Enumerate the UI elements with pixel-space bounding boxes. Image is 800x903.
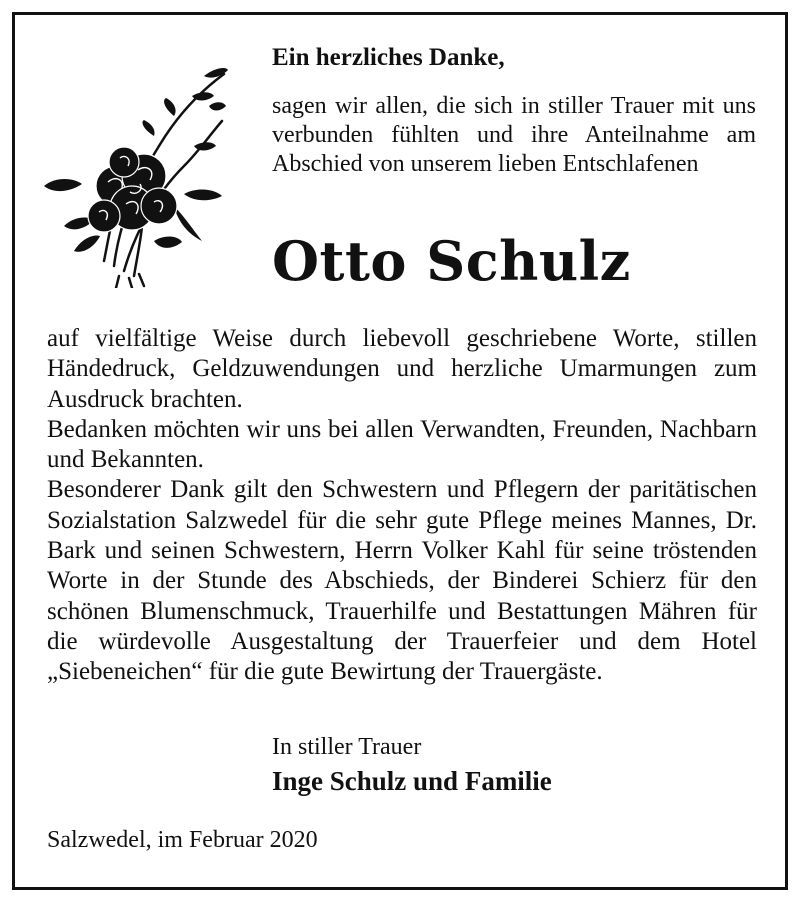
signature: Inge Schulz und Familie — [272, 766, 552, 796]
flower-bouquet-icon — [44, 66, 229, 288]
closing-line: In stiller Trauer — [272, 734, 422, 760]
thanks-body — [47, 324, 757, 688]
place-date: Salzwedel, im Februar 2020 — [47, 827, 318, 853]
body-paragraph: auf vielfältige Weise durch liebevoll geschriebene Worte, stillen Händedruck, Geldzuwendungen und herzliche Umarmungen zum Ausdruck brachten. — [47, 325, 757, 413]
body-paragraph: Bedanken möchten wir uns bei allen Verwandten, Freunden, Nachbarn und Bekannten. — [47, 415, 757, 474]
greeting-heading: Ein herzliches Danke, — [272, 44, 505, 71]
intro-text: sagen wir allen, die sich in stiller Trauer mit uns verbunden fühlten und ihre Anteilnahme am Abschied von unserem lieben Entschlafenen — [272, 93, 756, 177]
deceased-name: Otto Schulz — [272, 229, 631, 293]
body-paragraph: Besonderer Dank gilt den Schwestern und Pflegern der paritätischen Sozialstation Salzwedel für die sehr gute Pflege meines Mannes, Dr. Bark und seinen Schwestern, Herrn Volker Kahl für seine tröstenden Worte in der Stunde des Abschieds, der Binderei Schierz für den schönen Blumenschmuck, Trauerhilfe und Bestattungen Mähren für die würdevolle Ausgestaltung der Trauerfeier und dem Hotel „Siebeneichen“ für die gute Bewirtung der Trauergäste. — [47, 476, 757, 686]
